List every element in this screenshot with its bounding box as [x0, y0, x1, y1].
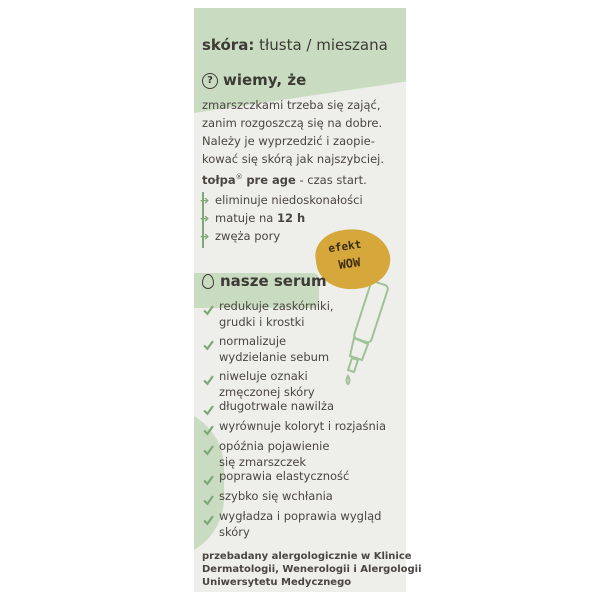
check-icon — [203, 421, 213, 431]
footer-line: przebadany alergologicznie w Klinice — [202, 551, 412, 562]
serum-benefit-line: redukuje zaskórniki, — [219, 299, 334, 313]
check-icon — [203, 471, 213, 481]
serum-benefit-line: niweluje oznaki — [219, 369, 308, 383]
serum-benefit-line: wydzielanie sebum — [219, 350, 330, 364]
knowledge-line: kować się skórą jak najszybciej. — [202, 152, 385, 166]
badge-line-2: WOW — [337, 255, 362, 272]
effect-item: zwęża pory — [215, 229, 281, 243]
knowledge-line: zmarszczkami trzeba się zająć, — [202, 98, 381, 112]
check-icon — [203, 336, 213, 346]
check-icon — [203, 301, 213, 311]
serum-benefit-item — [219, 368, 315, 400]
check-icon — [203, 441, 213, 451]
drop-icon — [202, 274, 214, 289]
knowledge-line: Należy je wyprzedzić i zaopie- — [202, 134, 375, 148]
footer-line: Dermatologii, Wenerologii i Alergologii — [202, 564, 422, 575]
effect-item-bold: 12 h — [276, 211, 306, 225]
serum-benefit-line: opóźnia pojawienie — [219, 439, 330, 453]
serum-benefit-item — [219, 488, 333, 504]
skin-type-line — [202, 36, 388, 54]
serum-benefit-line: się zmarszczek — [219, 455, 307, 469]
serum-benefit-item — [219, 438, 329, 470]
serum-benefit-line: skóry — [219, 525, 250, 539]
serum-benefit-line: długotrwale nawilża — [219, 399, 335, 413]
serum-benefit-line: poprawia elastyczność — [219, 469, 350, 483]
check-icon — [203, 371, 213, 381]
knowledge-paragraph — [202, 96, 384, 189]
serum-benefit-line: normalizuje — [219, 334, 287, 348]
serum-benefit-line: wygładza i poprawia wygląd — [219, 509, 382, 523]
serum-benefit-line: grudki i krostki — [219, 315, 305, 329]
check-icon — [203, 491, 213, 501]
effect-item: eliminuje niedoskonałości — [215, 193, 363, 207]
serum-benefit-item — [219, 468, 349, 484]
serum-benefit-item — [219, 398, 334, 414]
effect-item — [215, 211, 305, 225]
footer-line: Uniwersytetu Medycznego — [202, 577, 352, 588]
serum-benefit-item — [219, 418, 386, 434]
check-icon — [203, 511, 213, 521]
skin-type-label: skóra: — [202, 36, 255, 54]
question-circle-icon: ? — [202, 73, 218, 89]
brand-tagline — [202, 168, 384, 189]
serum-benefit-line: wyrównuje koloryt i rozjaśnia — [219, 419, 387, 433]
serum-benefit-item — [219, 508, 381, 540]
check-icon — [203, 401, 213, 411]
serum-benefit-item — [219, 333, 329, 365]
skin-type-value: tłusta / mieszana — [259, 36, 388, 54]
serum-benefit-item — [219, 298, 334, 330]
knowledge-heading-text: wiemy, że — [223, 71, 307, 89]
allergy-test-note — [202, 550, 422, 589]
registered-mark: ® — [235, 173, 243, 181]
serum-benefit-line: szybko się wchłania — [219, 489, 333, 503]
brand-line: pre age — [246, 172, 296, 187]
effect-item-text: matuje na — [215, 211, 274, 225]
brand-name: tołpa — [202, 172, 236, 187]
serum-heading-text: nasze serum — [220, 272, 327, 290]
arrow-icon: ➔ — [200, 212, 210, 225]
badge-line-1: efekt — [327, 237, 363, 256]
knowledge-line: zanim rozgoszczą się na dobre. — [202, 116, 383, 130]
arrow-icon: ➔ — [200, 230, 210, 243]
knowledge-heading — [202, 71, 306, 89]
serum-benefit-line: zmęczonej skóry — [219, 385, 315, 399]
arrow-icon: ➔ — [200, 194, 210, 207]
dropper-bottle-icon — [332, 280, 402, 400]
serum-heading — [202, 272, 327, 290]
brand-tagline-rest: - czas start. — [299, 172, 367, 187]
